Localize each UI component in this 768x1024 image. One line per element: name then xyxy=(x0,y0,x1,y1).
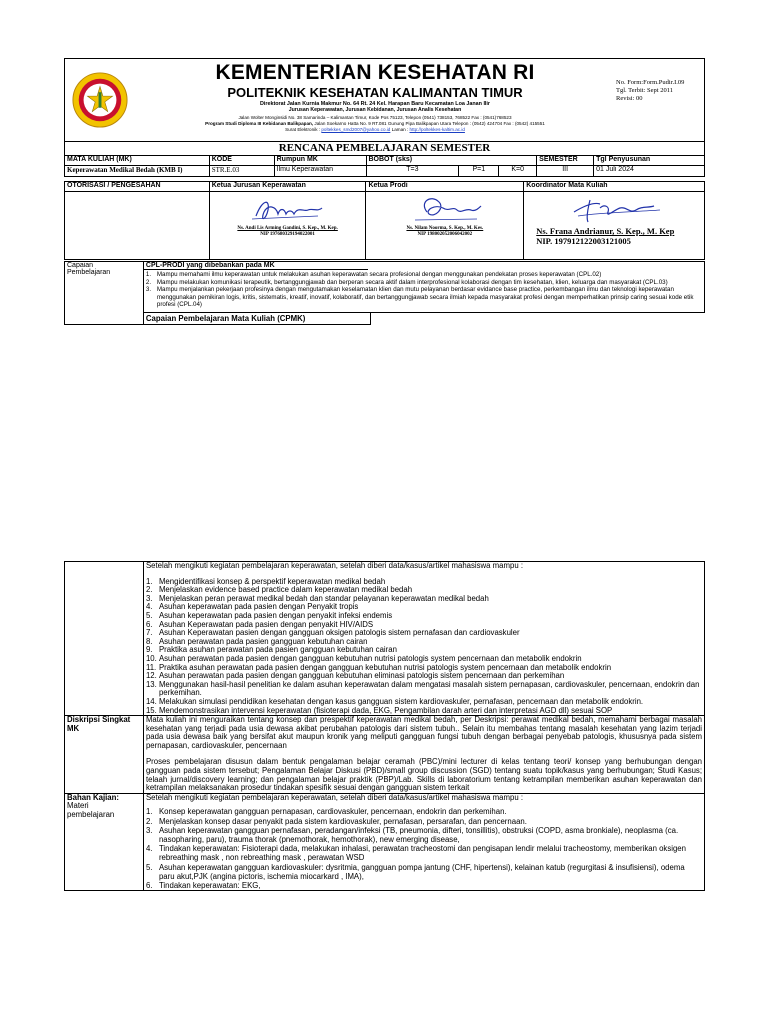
cpmk-row xyxy=(65,312,705,325)
cpmk-intro: Setelah mengikuti kegiatan pembelajaran keperawatan, setelah diberi data/kasus/artikel mahasiswa mampu : xyxy=(145,561,523,570)
signer-3-name: Ns. Frana Andrianur, S. Kep., M. Kep xyxy=(536,226,675,236)
cpmk-header: Capaian Pembelajaran Mata Kuliah (CPMK) xyxy=(144,313,371,325)
bahan-label-3: pembelajaran xyxy=(67,810,115,820)
tgl-value: 01 Juli 2024 xyxy=(594,166,705,177)
campus-address: Jalan Wolter Monginsidi No. 38 Samarinda – Kalimantan Timur, Kode Pos 75123, Telepon (0541) 738153, 768522 Fax : (0541)768523 xyxy=(238,115,512,120)
cpmk-content-label-cell xyxy=(65,562,144,716)
cpl-list xyxy=(144,270,704,312)
cpmk-item: 8. Asuhan perawatan pada pasien gangguan kebutuhan cairan xyxy=(145,636,368,646)
bobot-header: BOBOT (sks) xyxy=(366,156,537,166)
bahan-item: 4. Tindakan keperawatan: Fisioterapi dada, melakukan inhalasi, perawatan tracheostomi dan pengisapan lendir melalui tracheostomy, memberikan oksigen rebreathing mask , non rebreathing mask , perawatan WSD xyxy=(145,844,686,863)
bahan-label-1: Bahan Kajian: xyxy=(67,792,119,802)
cpmk-item: 14. Melakukan simulasi pendidikan kesehatan dengan kasus gangguan sistem kardiovaskuler, pernafasan, pencernaan dan metabolik endokrin. xyxy=(145,696,644,706)
mk-value: Keperawatan Medikal Bedah (KMB I) xyxy=(65,166,210,177)
cpl-row xyxy=(65,262,705,313)
authorization-header-row xyxy=(65,182,705,192)
cpmk-item: 15. Mendemonstrasikan intervensi keperawatan (fisioterapi dada, EKG, Pengambilan darah arteri dan interpretasi AGD dll) sesuai SOP xyxy=(145,705,613,715)
deskripsi-paragraph-2: Proses pembelajaran disusun dalam bentuk pengalaman belajar ceramah (PBC)/mini lecturer di kelas tentang teori/ konsep yang berhubungan dengan gangguan pada sistem tersebut; Pengalaman Belajar Diskusi (PBD)/small group discussion (SGD) tentang suatu topik/kasus yang berhubungan; Studi Kasus; telaah jurnal/discovery learning; dan pengalaman belajar praktik (PBP)/Lab. Skills di laboratorium tentang ketrampilan memberikan asuhan keperawatan dan ketrampilan melaksanakan prosedur tindakan spesifik sesuai dengan gangguan sistem terkait xyxy=(145,757,702,793)
rumpun-header: Rumpun MK xyxy=(274,156,366,166)
signature-koordinator-image xyxy=(564,192,664,226)
signature-empty-cell xyxy=(65,192,210,260)
signer-3-nip: NIP. 197912122003121005 xyxy=(536,236,631,246)
bahan-list xyxy=(146,807,702,890)
bahan-item: 1. Konsep keperawatan gangguan pernapasan, cardiovaskuler, pencernaan, endokrin dan perkemihan. xyxy=(145,807,507,817)
bahan-kajian-row xyxy=(65,793,705,890)
signature-kaprodi-cell xyxy=(366,192,524,260)
content-table xyxy=(64,561,705,891)
bahan-label-2: Materi xyxy=(67,801,89,811)
signer-2-name: Ns. Nilam Noorma, S. Kep., M. Kes. xyxy=(406,226,484,231)
semester-header: SEMESTER xyxy=(537,156,594,166)
cpl-item: 1. Mampu memahami ilmu keperawatan untuk melakukan asuhan keperawatan secara profesional dengan menggunakan pendekatan proses keperawatan (CPL.02) xyxy=(145,271,602,278)
cpmk-content-cell xyxy=(143,562,704,716)
bahan-cell xyxy=(143,793,704,890)
capaian-table xyxy=(64,261,705,325)
signer-2-name-block xyxy=(368,226,521,238)
bahan-item: 2. Menjelaskan konsep dasar penyakit pada sistem kardiovaskuler, pernafasan, persarafan, dan pencernaan. xyxy=(145,816,527,826)
signer-1-name-block xyxy=(212,226,364,238)
cpmk-item: 6. Asuhan Keperawatan pada pasien dengan penyakit HIV/AIDS xyxy=(145,619,374,629)
signer-2-nip: NIP 198002052006042002 xyxy=(417,232,473,237)
cpl-cell xyxy=(143,262,704,313)
form-revision: Revisi: 00 xyxy=(616,95,643,102)
web-link[interactable]: http://poltekkes-kaltim.ac.id xyxy=(409,127,465,132)
cpmk-content-row xyxy=(65,562,705,716)
program-address: Jalan Soekarno Hatta No. 9 RT.081 Gunung Pipa Balikpapan Utara Telepon : (0542) 424704 Fax : (0542) 415551 xyxy=(313,121,545,126)
cpmk-item: 2. Menjelaskan evidence based practice dalam keperawatan medikal bedah xyxy=(145,585,413,595)
deskripsi-cell xyxy=(143,716,704,794)
cpmk-item: 7. Asuhan Keperawatan pasien dengan gangguan oksigen patologis sistem pernafasan dan cardiovaskuler xyxy=(145,628,520,638)
cpmk-item: 5. Asuhan keperawatan pada pasien dengan penyakit infeksi endemis xyxy=(145,610,393,620)
form-info xyxy=(616,79,698,103)
cpl-item: 3. Mampu menjalankan pekerjaan profesinya dengan mengutamakan keselamatan klien dan mutu pelayanan berdasar evidance base practice, perkembangan ilmu dan teknologi keperawatan menggunakan pemikiran logis, kritis, sistematis, kreatif, inovatif, kolaboratif, dan bertanggungjawab secara ilmiah kepada masyarakat profesi dengan memperhatikan prinsip caring sesuai kode etik profesi (CPL.04) xyxy=(145,286,694,309)
kode-value: STR.E.03 xyxy=(209,166,274,177)
cpl-header: CPL-PRODI yang dibebankan pada MK xyxy=(144,262,368,270)
signature-kajur-cell xyxy=(209,192,366,260)
bahan-item: 6. Tindakan keperawatan: EKG, xyxy=(145,881,261,891)
signer-3-name-block xyxy=(526,226,702,246)
bobot-p: P=1 xyxy=(459,166,499,177)
deskripsi-label-1: Diskripsi Singkat xyxy=(67,715,131,725)
identity-header-row xyxy=(65,156,705,166)
rps-page-2 xyxy=(64,561,705,941)
web-label: Laman : xyxy=(390,127,410,132)
contact-line xyxy=(125,127,625,133)
capaian-label-1: Capaian xyxy=(67,262,94,269)
cpmk-item: 9. Praktika asuhan perawatan pada pasien gangguan kebutuhan cairan xyxy=(145,645,397,655)
cpmk-item: 10. Asuhan perawatan pada pasien dengan gangguan kebutuhan nutrisi patologis system pencernaan dan metabolik endokrin xyxy=(145,653,582,663)
cpmk-header-cell xyxy=(143,312,704,325)
bobot-t: T=3 xyxy=(366,166,459,177)
cpmk-item: 11. Praktika asuhan perawatan pada pasien dengan gangguan kebutuhan nutrisi patologis system pencernaan dan metabolik endokrin xyxy=(145,662,612,672)
cpmk-item: 3. Menjelaskan peran perawat medikal bedah dan standar pelayanan keperawatan medikal bedah xyxy=(145,593,489,603)
signature-koordinator-cell xyxy=(524,192,705,260)
departments: Jurusan Keperawatan, Jurusan Kebidanan, Jurusan Analis Kesehatan xyxy=(288,107,462,113)
cpl-item: 2. Mampu melakukan komunikasi terapeutik, bertanggungjawab dan berperan secara aktif dalam interprofesional kolaborasi dengan tim kesehatan, klien, keluarga dan masyarakat (CPL.03) xyxy=(145,278,668,286)
kajur-label: Ketua Jurusan Keperawatan xyxy=(209,182,366,192)
signature-kaprodi-image xyxy=(405,192,485,226)
poltekkes-logo xyxy=(71,71,129,129)
capaian-label-2: Pembelajaran xyxy=(67,269,111,276)
cpmk-item: 4. Asuhan keperawatan pada pasien dengan Penyakit tropis xyxy=(145,602,359,612)
otorisasi-label: OTORISASI / PENGESAHAN xyxy=(65,182,210,192)
authorization-table xyxy=(64,181,705,260)
semester-value: III xyxy=(537,166,594,177)
form-number: No. Form:Form.Pudir.I.09 xyxy=(616,79,685,86)
program-name: Program Studi Diploma III Kebidanan Balikpapan, xyxy=(205,121,314,126)
bobot-k: K=0 xyxy=(499,166,537,177)
cpmk-item: 13. Menggunakan hasil-hasil penelitian ke dalam asuhan keperawatan dalam mengatasi masalah sistem pernapasan, cardiovaskuler, pencernaan, endokrin dan perkemihan. xyxy=(145,679,700,698)
directorate-address: Direktorat Jalan Kurnia Makmur No. 64 Rt. 24 Kel. Harapan Baru Kecamatan Loa Janan Ilir xyxy=(259,101,491,107)
cpmk-item: 12. Asuhan perawatan pada pasien dengan gangguan kebutuhan eliminasi patologis sistem pencernaan dan perkemihan xyxy=(145,671,565,681)
ministry-title: KEMENTERIAN KESEHATAN RI xyxy=(215,61,535,84)
kode-header: KODE xyxy=(209,156,274,166)
institution-title: POLITEKNIK KESEHATAN KALIMANTAN TIMUR xyxy=(227,85,523,100)
rumpun-value: Ilmu Keperawatan xyxy=(274,166,366,177)
tgl-header: Tgl Penyusunan xyxy=(594,156,705,166)
signature-kajur-image xyxy=(248,192,328,226)
rps-identity-table xyxy=(64,155,705,177)
cpmk-list xyxy=(146,578,702,716)
cpmk-label-cell xyxy=(65,312,144,325)
mk-header: MATA KULIAH (MK) xyxy=(65,156,210,166)
rps-page-1 xyxy=(64,58,705,350)
identity-value-row xyxy=(65,166,705,177)
deskripsi-label-2: MK xyxy=(67,723,80,733)
email-label: Surat Elektronik : xyxy=(285,127,322,132)
capaian-label-cell xyxy=(65,262,144,313)
bahan-item: 5. Asuhan keperawatan gangguan kardiovaskuler: dysritmia, gangguan pompa jantung (CHF, hipertensi), kelainan katub (regurgitasi & insufisiensi), odema paru akut,PJK (angina pictoris, ischemia miocarkard , IMA), xyxy=(145,862,685,881)
deskripsi-label-cell xyxy=(65,716,144,794)
deskripsi-row xyxy=(65,716,705,794)
deskripsi-paragraph-1: Mata kuliah ini menguraikan tentang konsep dan prespektif keperawatan medikal bedah, per Deskripsi: perawat medikal bedah, memahami berbagai masalah kesehatan yang terjadi pada usia dewasa akibat perubahan patologis dari sistem tubuh.. Selain itu membahas tentang masalah kesehatan yang lazim terjadi pada usia dewasa baik yang bersifat akut maupun kronik yang meliputi gangguan fungsi tubuh dengan berbagai penyebab patologis, khususnya pada sistem pernapasan, cardiovaskuler, pencernaan xyxy=(145,715,702,750)
email-link[interactable]: poltekkes_smd2007@yahoo.co.id xyxy=(321,127,391,132)
rps-title: RENCANA PEMBELAJARAN SEMESTER xyxy=(64,141,705,156)
letterhead xyxy=(64,58,705,142)
signature-row xyxy=(65,192,705,260)
cpmk-item: 1. Mengidentifikasi konsep & perspektif keperawatan medikal bedah xyxy=(145,576,386,586)
form-date: Tgl. Terbit: Sept 2011 xyxy=(616,87,673,94)
koordinator-label: Koordinator Mata Kuliah xyxy=(524,182,705,192)
bahan-label-cell xyxy=(65,793,144,890)
kaprodi-label: Ketua Prodi xyxy=(366,182,524,192)
signer-1-nip: NIP 197680329194022001 xyxy=(260,232,315,237)
bahan-item: 3. Asuhan keperawatan gangguan pernafasan, peradangan/infeksi (TB, pneumonia, difteri, tonsillitis), obstruksi (COPD, asma bronkiale), neoplasma (ca. nasopharing, paru), trauma thorak (pnemothorak, hemothorak), new emerging disease, xyxy=(145,825,679,845)
bahan-intro: Setelah mengikuti kegiatan pembelajaran keperawatan, setelah diberi data/kasus/artikel mahasiswa mampu : xyxy=(145,792,523,802)
signer-1-name: Ns. Andi Lis Arming Gandini, S. Kep., M. Kep. xyxy=(237,226,338,231)
